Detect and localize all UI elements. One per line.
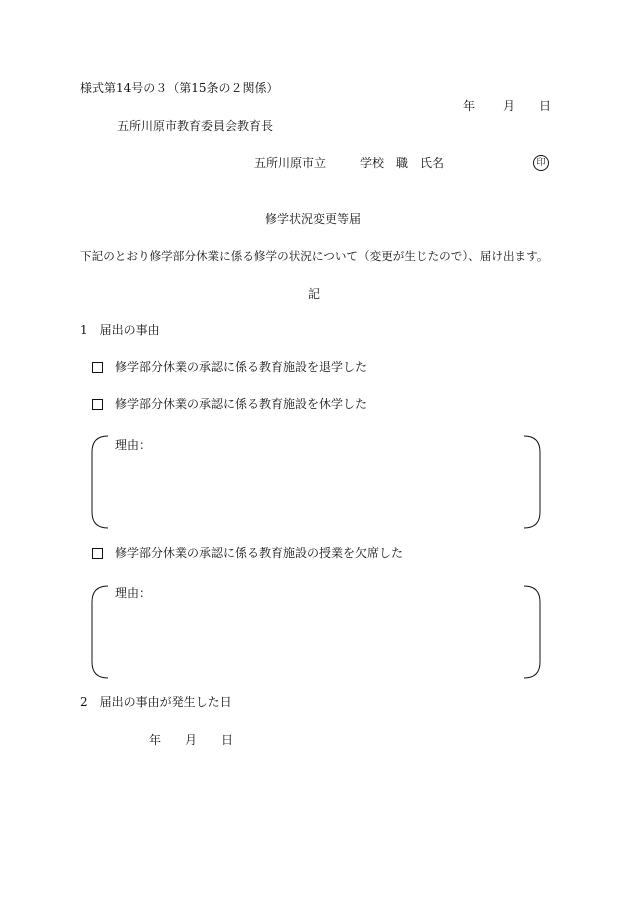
reason-label: 理由： xyxy=(115,438,152,452)
submission-date xyxy=(463,99,551,113)
reason-box-absence[interactable] xyxy=(90,584,542,680)
school-prefix: 五所川原市立 xyxy=(254,156,327,170)
occurrence-month-label: 月 xyxy=(185,733,198,747)
date-day-label: 日 xyxy=(539,99,552,113)
option-leave-label: 修学部分休業の承認に係る教育施設を休学した xyxy=(115,397,368,411)
position-label: 職 xyxy=(396,156,409,170)
option-absence-label: 修学部分休業の承認に係る教育施設の授業を欠席した xyxy=(115,546,404,560)
name-label: 氏名 xyxy=(420,156,445,170)
reason-label: 理由： xyxy=(115,586,152,600)
document-title: 修学状況変更等届 xyxy=(265,212,362,226)
body-text: 下記のとおり修学部分休業に係る修学の状況について（変更が生じたので）、届け出ます。 xyxy=(80,249,549,263)
bracket-lines xyxy=(90,584,542,680)
occurrence-day-label: 日 xyxy=(221,733,234,747)
occurrence-date xyxy=(149,733,233,747)
option-leave-checkbox[interactable] xyxy=(92,399,103,410)
reason-box-leave[interactable] xyxy=(90,434,542,530)
occurrence-year-label: 年 xyxy=(149,733,162,747)
option-absence-checkbox[interactable] xyxy=(92,548,103,559)
school-suffix: 学校 xyxy=(360,156,385,170)
form-number: 様式第14号の３（第15条の２関係） xyxy=(80,81,279,95)
section1-heading: 1 届出の事由 xyxy=(80,323,160,337)
date-year-label: 年 xyxy=(463,99,476,113)
sender-info xyxy=(254,156,444,170)
section2-heading: 2 届出の事由が発生した日 xyxy=(80,695,232,709)
option-withdrawal-label: 修学部分休業の承認に係る教育施設を退学した xyxy=(115,360,368,374)
date-month-label: 月 xyxy=(503,99,516,113)
seal-mark: 印 xyxy=(533,155,549,171)
option-withdrawal-checkbox[interactable] xyxy=(92,362,103,373)
ki-heading: 記 xyxy=(308,287,321,301)
addressee: 五所川原市教育委員会教育長 xyxy=(117,119,274,133)
bracket-lines xyxy=(90,434,542,530)
